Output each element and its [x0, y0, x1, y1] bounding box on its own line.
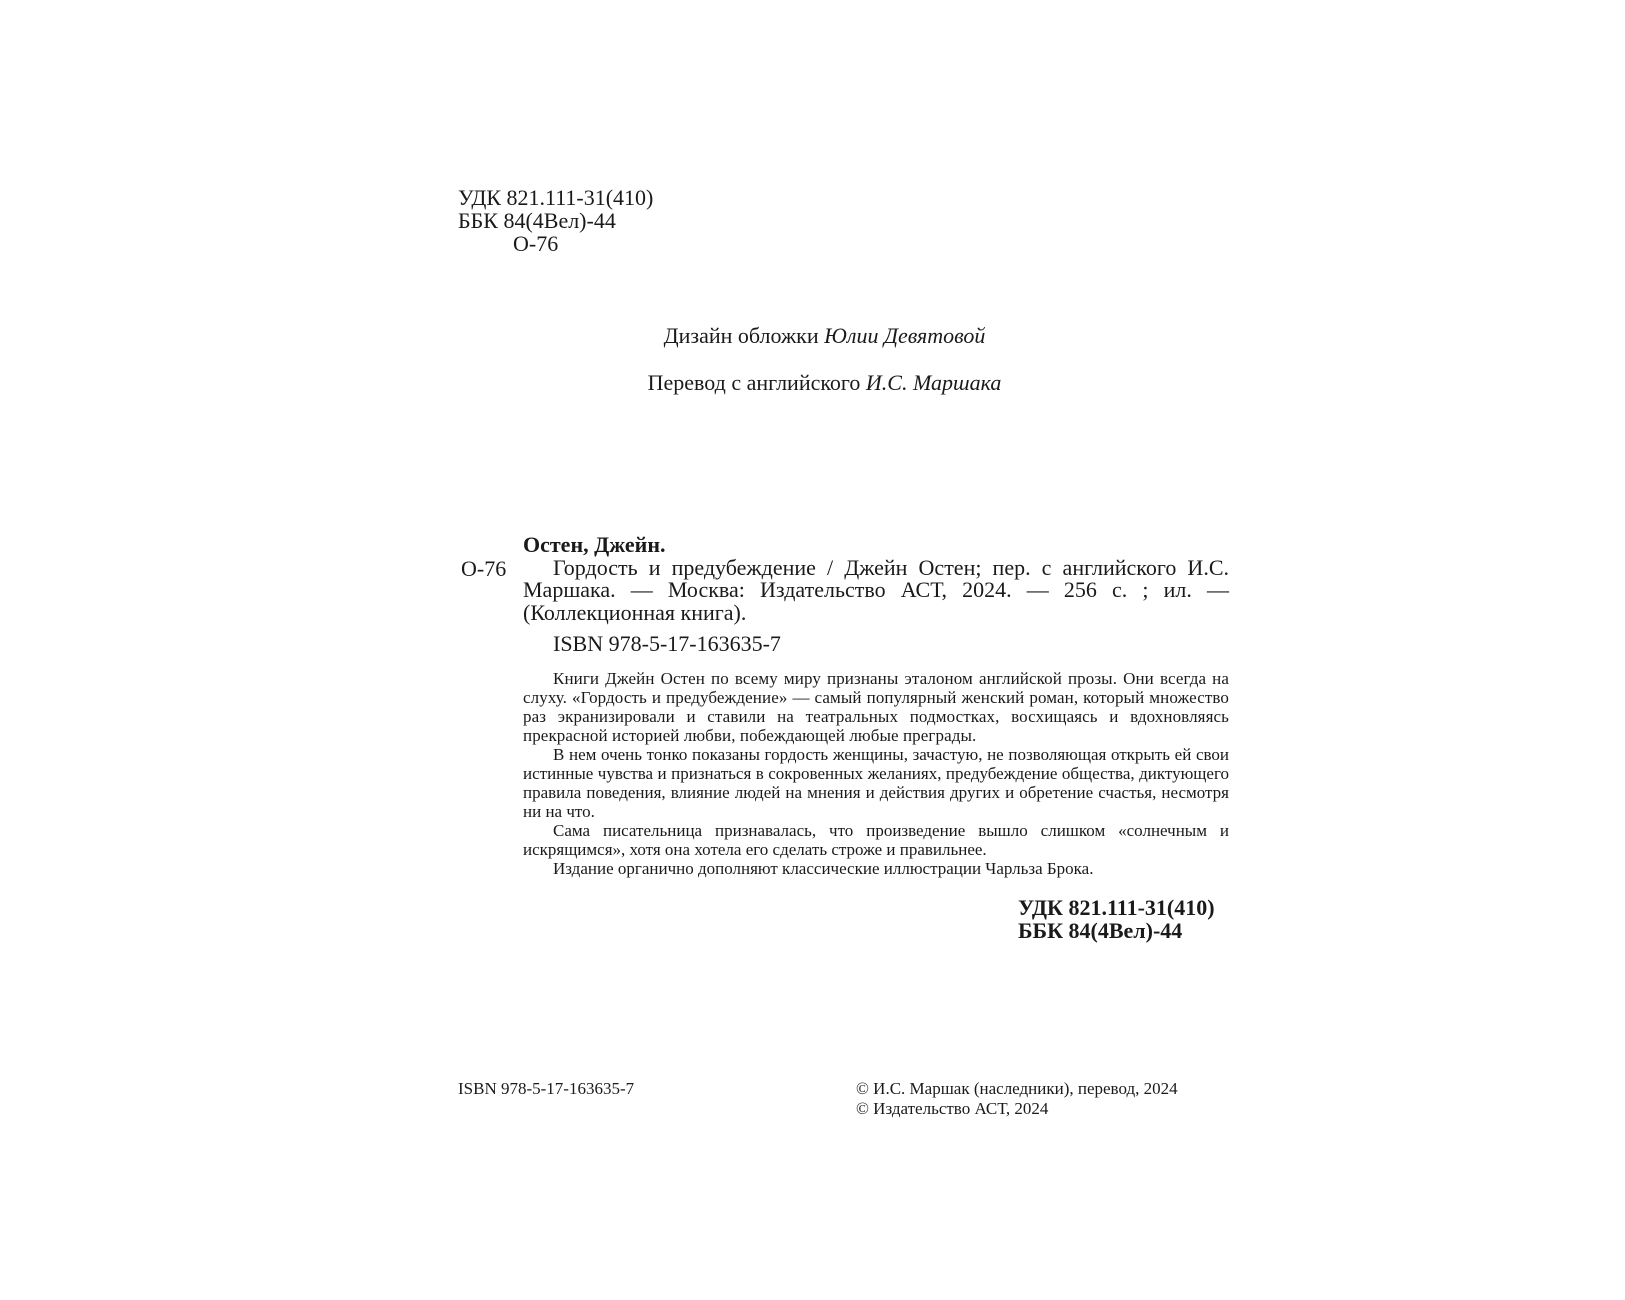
- bbk-code-bottom: ББК 84(4Вел)-44: [1018, 918, 1183, 943]
- catalog-isbn: ISBN 978-5-17-163635-7: [553, 631, 781, 656]
- translator-name: И.С. Маршака: [865, 370, 1002, 395]
- footer-isbn: ISBN 978-5-17-163635-7: [458, 1079, 635, 1098]
- abstract-paragraph: Издание органично дополняют классические иллюстрации Чарльза Брока.: [553, 858, 1094, 878]
- copyright-translation: © И.С. Маршак (наследники), перевод, 2024: [856, 1079, 1178, 1098]
- title-statement: Гордость и предубеждение / Джейн Остен; пер. с английского И.С. Маршака. — Москва: Издательство АСТ, 2024. — 256 с. ; ил. — (Коллекционная книга).: [523, 554, 1229, 625]
- translation-credit: [0, 370, 1625, 396]
- catalog-author: Остен, Джейн.: [523, 532, 666, 557]
- cover-design-credit: [0, 323, 1625, 349]
- catalog-entry: [523, 534, 1229, 878]
- classification-codes-top: [458, 186, 653, 255]
- translation-credit-prefix: Перевод с английского: [647, 370, 861, 395]
- udk-code: УДК 821.111-31(410): [458, 185, 654, 210]
- bbk-code: ББК 84(4Вел)-44: [458, 208, 616, 233]
- author-mark: О-76: [513, 231, 559, 256]
- classification-codes-bottom: [1018, 896, 1215, 942]
- abstract: [523, 669, 1229, 878]
- copyright-publisher: © Издательство АСТ, 2024: [856, 1099, 1049, 1118]
- cover-designer-name: Юлии Девятовой: [824, 323, 986, 348]
- catalog-author-mark: О-76: [461, 556, 507, 581]
- abstract-paragraph: Сама писательница признавалась, что произведение вышло слишком «солнечным и искрящимся», хотя она хотела его сделать строже и правильнее.: [523, 820, 1229, 859]
- udk-code-bottom: УДК 821.111-31(410): [1018, 895, 1215, 920]
- abstract-paragraph: В нем очень тонко показаны гордость женщины, зачастую, не позволяющая открыть ей свои истинные чувства и признаться в сокровенных желаниях, предубеждение общества, диктующего правила поведения, влияние людей на мнения и действия других и обретение счастья, несмотря ни на что.: [523, 744, 1229, 821]
- copyright-block: [856, 1079, 1178, 1119]
- abstract-paragraph: Книги Джейн Остен по всему миру признаны эталоном английской прозы. Они всегда на слуху. «Гордость и предубеждение» — самый популярный женский роман, который множество раз экранизировали и ставили на театральных подмостках, восхищаясь и вдохновляясь прекрасной историей любви, побеждающей любые преграды.: [523, 668, 1229, 745]
- cover-credit-prefix: Дизайн обложки: [663, 323, 819, 348]
